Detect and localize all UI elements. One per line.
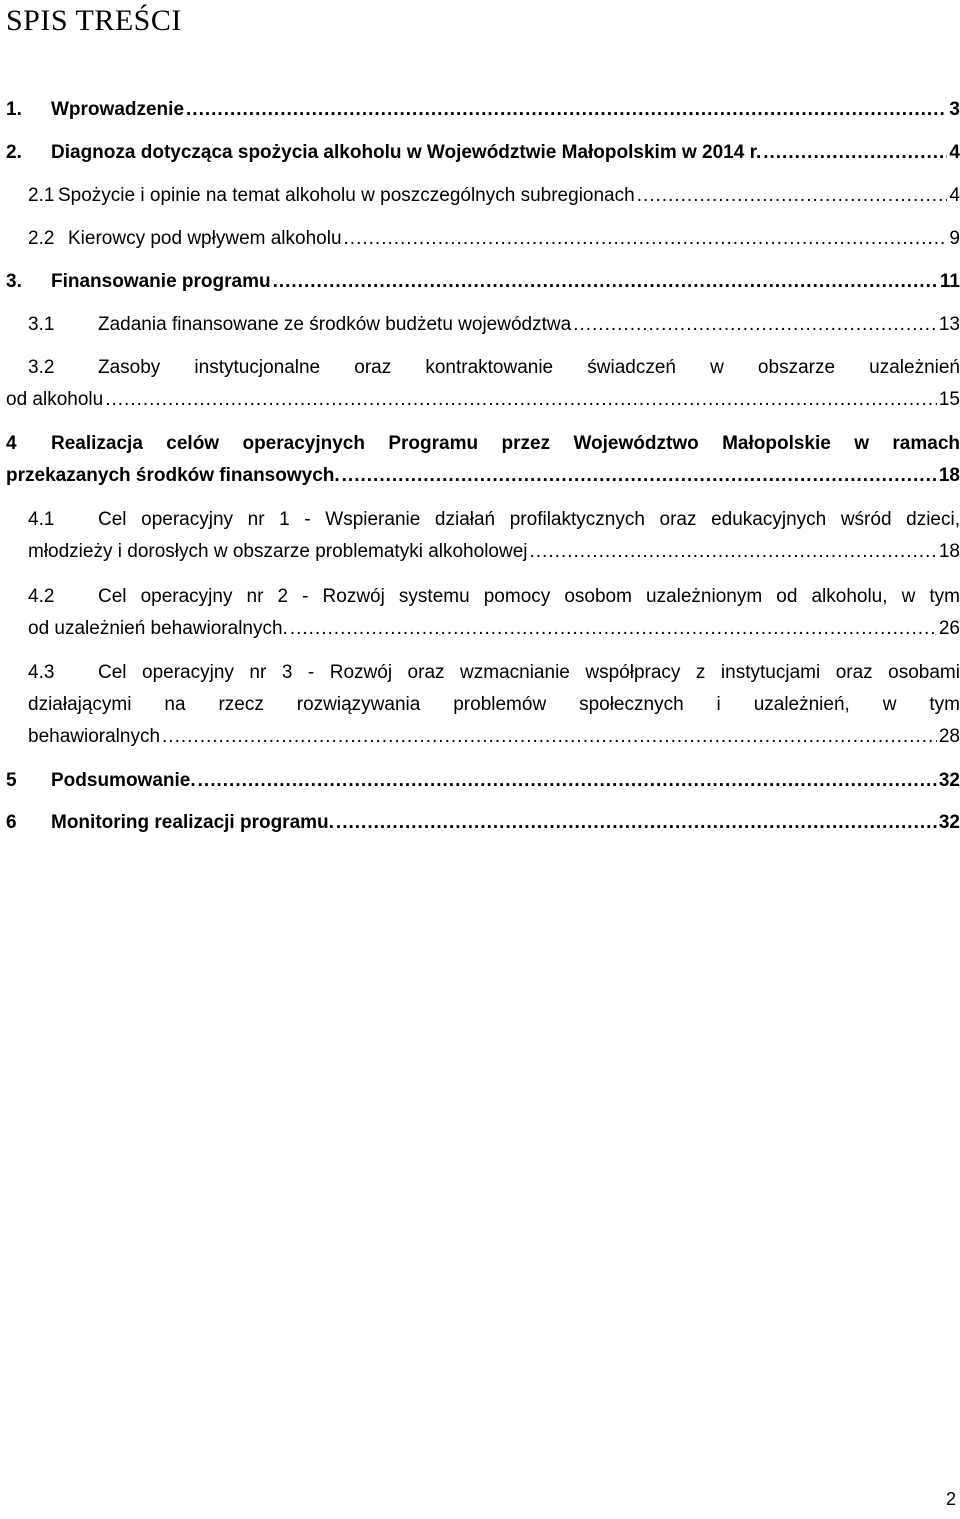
dot-leader	[344, 223, 948, 255]
toc-label-line-2: od alkoholu	[6, 389, 104, 410]
toc-label-line-1: Cel operacyjny nr 3 - Rozwój oraz wzmacnianie współpracy z instytucjami oraz osobami	[98, 662, 960, 683]
page-title: SPIS TREŚCI	[6, 4, 182, 37]
toc-label-line-2: od uzależnień behawioralnych.	[28, 618, 288, 639]
toc-label-line-2: działającymi na rzecz rozwiązywania problemów społecznych i uzależnień, w tym	[28, 694, 960, 715]
toc-page-number: 11	[939, 271, 960, 292]
toc-label-line-2: młodzieży i dorosłych w obszarze problematyki alkoholowej	[28, 541, 528, 562]
toc-label-line-1: Realizacja celów operacyjnych Programu przez Województwo Małopolskie w ramach	[51, 433, 960, 454]
toc-label: Kierowcy pod wpływem alkoholu	[68, 228, 342, 249]
toc-label: Zadania finansowane ze środków budżetu województwa	[98, 314, 572, 335]
footer-page-number: 2	[945, 1489, 956, 1509]
toc-page-number: 13	[938, 314, 960, 335]
toc-label-line-1: Zasoby instytucjonalne oraz kontraktowanie świadczeń w obszarze uzależnień	[98, 357, 960, 378]
toc-label-line-2: przekazanych środków finansowych.	[6, 465, 340, 486]
dot-leader	[273, 266, 938, 298]
toc-entry-5[interactable]	[6, 765, 960, 797]
toc-page-number: 9	[949, 228, 960, 249]
dot-leader	[763, 137, 947, 169]
toc-label-line-1: Cel operacyjny nr 1 - Wspieranie działań profilaktycznych oraz edukacyjnych wśród dzieci,	[98, 509, 960, 530]
toc-page-number: 4	[949, 185, 960, 206]
dot-leader	[637, 180, 948, 212]
toc-page-number: 28	[938, 726, 960, 747]
toc-label-line-3: behawioralnych	[28, 726, 161, 747]
toc-entry-6[interactable]	[6, 807, 960, 839]
toc-entry-4-1[interactable]	[6, 504, 960, 568]
toc-page-number: 26	[938, 618, 960, 639]
dot-leader	[573, 309, 937, 341]
toc-number: 2.	[6, 142, 22, 163]
toc-number: 3.2	[28, 357, 55, 378]
toc-page-number: 32	[938, 812, 960, 833]
toc-label: Spożycie i opinie na temat alkoholu w poszczególnych subregionach	[58, 185, 635, 206]
toc-page-number: 3	[949, 99, 960, 120]
toc-entry-3[interactable]	[6, 266, 960, 298]
toc-number: 4	[6, 433, 17, 454]
toc-label: Podsumowanie.	[51, 770, 196, 791]
toc-entry-3-2[interactable]	[6, 352, 960, 416]
toc-page-number: 18	[938, 465, 960, 486]
toc-label-line-1: Cel operacyjny nr 2 - Rozwój systemu pomocy osobom uzależnionym od alkoholu, w tym	[98, 586, 960, 607]
toc-entry-4-3[interactable]	[6, 657, 960, 753]
toc-page-number: 32	[938, 770, 960, 791]
toc-number: 3.	[6, 271, 22, 292]
toc-label: Diagnoza dotycząca spożycia alkoholu w Województwie Małopolskim w 2014 r.	[51, 142, 762, 163]
toc-entry-4-2[interactable]	[6, 581, 960, 645]
toc-number: 2.1	[28, 185, 55, 206]
toc-number: 5	[6, 770, 17, 791]
toc-entry-2-1[interactable]	[6, 180, 960, 212]
toc-number: 4.2	[28, 586, 55, 607]
toc-entry-4[interactable]	[6, 428, 960, 492]
toc-page-number: 4	[949, 142, 960, 163]
toc-number: 4.3	[28, 662, 55, 683]
toc-entry-2-2[interactable]	[6, 223, 960, 255]
toc-entry-1[interactable]	[6, 94, 960, 126]
toc-entry-2[interactable]	[6, 137, 960, 169]
toc-label: Wprowadzenie	[51, 99, 185, 120]
dot-leader	[198, 765, 937, 797]
toc-number: 4.1	[28, 509, 55, 530]
toc-label: Finansowanie programu	[51, 271, 271, 292]
dot-leader	[336, 807, 937, 839]
toc-label: Monitoring realizacji programu.	[51, 812, 334, 833]
toc-page-number: 15	[938, 389, 960, 410]
toc-number: 1.	[6, 99, 22, 120]
toc-number: 3.1	[28, 314, 55, 335]
toc-number: 2.2	[28, 228, 55, 249]
toc-page-number: 18	[938, 541, 960, 562]
dot-leader	[162, 721, 937, 753]
toc-entry-3-1[interactable]	[6, 309, 960, 341]
dot-leader	[186, 94, 947, 126]
dot-leader	[530, 536, 937, 568]
dot-leader	[105, 384, 937, 416]
toc-number: 6	[6, 812, 17, 833]
dot-leader	[342, 460, 937, 492]
dot-leader	[290, 613, 937, 645]
